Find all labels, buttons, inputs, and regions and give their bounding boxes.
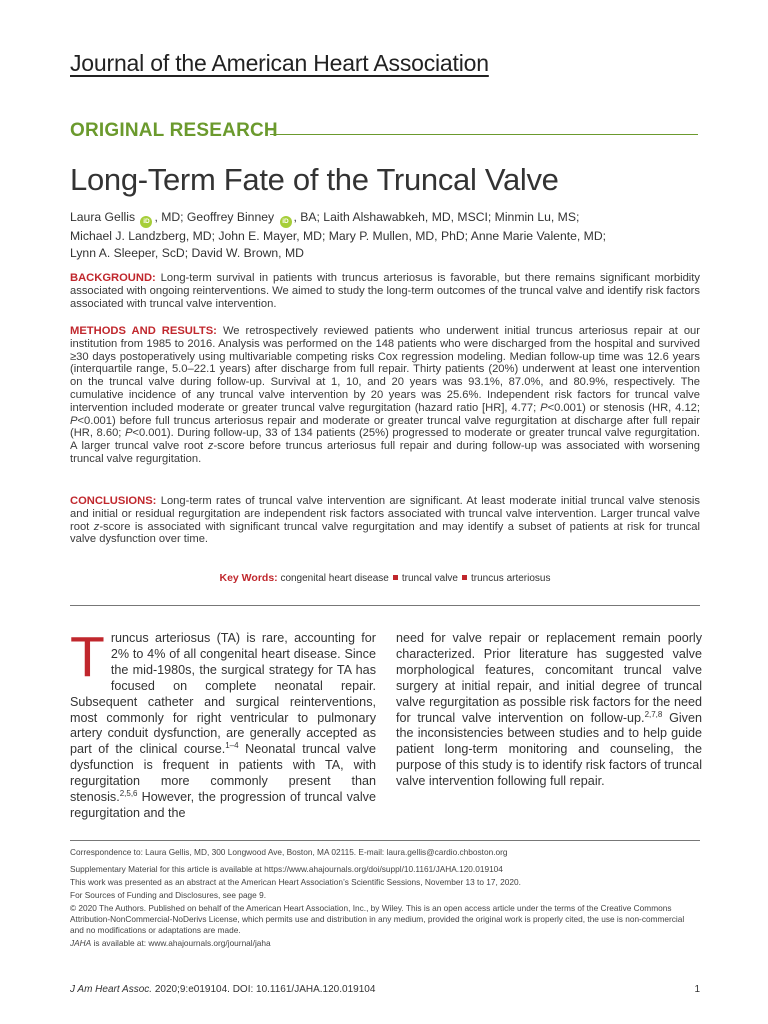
body-column-left [70, 625, 376, 822]
p-symbol: P [124, 427, 133, 440]
journal-title: Journal of the American Heart Association [70, 50, 489, 76]
p-symbol: P [540, 401, 548, 414]
abstract-conclusions [70, 495, 700, 546]
footnote-jaha [70, 938, 700, 949]
keyword[interactable]: truncal valve [401, 573, 458, 584]
body-text: runcus arteriosus (TA) is rare, accounting for 2% to 4% of all congenital heart disease. Since the mid-1980s, the surgical strategy for TA has focused on complete neonatal repair. Subsequent catheter and surgical reinterventions, most commonly for right ventricular to pulmonary artery conduit dysfunction, are generally accepted as part of the clinical course. [70, 631, 376, 757]
keywords-label: Key Words: [219, 572, 278, 584]
bullet-square-icon [393, 575, 398, 580]
footnote-copyright: © 2020 The Authors. Published on behalf of the American Heart Association, Inc., by Wiley. This is an open access article under the terms of the Creative Commons Attribution-NonCommercial-NoDerivs License, which permits use and distribution in any medium, provided the original work is properly cited, the use is non-commercial and no modifications or adaptations are made. [70, 903, 685, 935]
footnote-funding: For Sources of Funding and Disclosures, see page 9. [70, 890, 267, 900]
article-title: Long-Term Fate of the Truncal Valve [70, 162, 559, 197]
section-divider [270, 134, 698, 135]
bullet-square-icon [462, 575, 467, 580]
footnote-divider [70, 840, 700, 841]
drop-cap: T [70, 625, 105, 689]
author-name: , BA; Laith Alshawabkeh, MD, MSCI; Minmin Lu, MS; [293, 210, 580, 224]
keyword[interactable]: congenital heart disease [280, 573, 389, 584]
abstract-text: Long-term rates of truncal valve intervention are significant. At least moderate initial truncal valve stenosis and initial or residual regurgitation are independent risk factors associated with truncal valve intervention. Larger truncal valve root [70, 495, 701, 533]
abstract-methods-results [70, 325, 700, 466]
author-list [70, 209, 700, 261]
body-text: need for valve repair or replacement remain poorly characterized. Prior literature has suggested valve morphological features, concomitant truncal valve surgery at initial repair, and initial degree of truncal valve regurgitation as possible risk factors for the need for truncal valve intervention on follow-up. [396, 631, 702, 725]
keywords [70, 572, 700, 584]
abstract-text: -score before truncus arteriosus full repair and during follow-up was associated with worsening truncal valve regurgitation. [70, 440, 700, 465]
z-symbol: z [207, 440, 214, 453]
citation-text: 2020;9:e019104. DOI: 10.1161/JAHA.120.019104 [152, 984, 376, 995]
body-text: Neonatal truncal valve dysfunction is frequent in patients with TA, with regurgitation more commonly present than stenosis. [70, 742, 376, 805]
reference-link[interactable]: 2,5,6 [119, 788, 138, 798]
body-column-right [396, 631, 702, 790]
abstract-text: <0.001) or stenosis (HR, 4.12; [547, 401, 701, 414]
abstract-text: We retrospectively reviewed patients who underwent initial truncus arteriosus repair at our institution from 1985 to 2016. Analysis was performed on the 148 patients who were discharged from the hospital and survived ≥30 days postoperatively using multivariable competing risks Cox regression modeling. Median follow-up time was 12.6 years (interquartile range, 5.0–22.1 years) after discharge from full repair. Thirty patients (20%) underwent at least one intervention on the truncal valve during follow-up. Survival at 1, 10, and 20 years was 93.1%, 87.0%, and 80.9%, respectively. The cumulative incidence of any truncal valve intervention by 20 years was 25.6%. Independent risk factors for truncal valve intervention included moderate or greater truncal valve regurgitation (hazard ratio [HR], 4.77; [70, 325, 700, 414]
abstract-text: <0.001). During follow-up, 33 of 134 patients (25%) progressed to moderate or greater truncal valve regurgitation. A larger truncal valve root [70, 427, 700, 453]
body-divider [70, 605, 700, 606]
body-text: Given the inconsistencies between studies and to help guide patient long-term monitoring and counseling, the purpose of this study is to identify risk factors of truncal valve intervention following full repair. [396, 710, 702, 789]
orcid-icon[interactable]: iD [140, 216, 152, 228]
body-text: However, the progression of truncal valve regurgitation and the [70, 790, 376, 820]
section-label: ORIGINAL RESEARCH [70, 120, 278, 141]
author-name: , MD; Geoffrey Binney [154, 210, 275, 224]
reference-link[interactable]: 1–4 [225, 741, 239, 751]
author-line: Michael J. Landzberg, MD; John E. Mayer, MD; Mary P. Mullen, MD, PhD; Anne Marie Valente, MD; [70, 229, 607, 243]
abstract-text: -score is associated with significant truncal valve regurgitation and may identify a subset of patients at risk for truncal valve dysfunction over time. [70, 520, 700, 546]
abstract-label: CONCLUSIONS: [70, 495, 157, 507]
jaha-text: is available at: www.ahajournals.org/journal/jaha [91, 938, 271, 948]
footer-citation [70, 984, 375, 995]
reference-link[interactable]: 2,7,8 [644, 709, 663, 719]
page-number: 1 [694, 984, 700, 995]
author-name: Laura Gellis [70, 210, 136, 224]
footnote-presented: This work was presented as an abstract at the American Heart Association’s Scientific Sessions, November 13 to 17, 2020. [70, 877, 521, 887]
abstract-text: <0.001) before full truncus arteriosus repair and moderate or greater truncal valve regurgitation at discharge after full repair (HR, 8.60; [70, 414, 700, 440]
footnote-supplementary: Supplementary Material for this article is available at https://www.ahajournals.org/doi/suppl/10.1161/JAHA.120.019104 [70, 864, 503, 874]
z-symbol: z [93, 520, 100, 533]
abstract-text: Long-term survival in patients with truncus arteriosus is favorable, but there remains significant morbidity associated with ongoing reinterventions. We aimed to study the long-term outcomes of the truncal valve and identify risk factors associated with truncal valve intervention. [70, 272, 700, 310]
abstract-background [70, 272, 700, 310]
p-symbol: P [70, 414, 78, 427]
abstract-label: BACKGROUND: [70, 272, 156, 284]
author-line: Lynn A. Sleeper, ScD; David W. Brown, MD [70, 245, 304, 260]
footnote-correspondence: Correspondence to: Laura Gellis, MD, 300 Longwood Ave, Boston, MA 02115. E-mail: laura.gellis@cardio.chboston.org [70, 847, 508, 857]
jaha-label: JAHA [70, 938, 92, 948]
keyword[interactable]: truncus arteriosus [471, 573, 551, 584]
abstract-label: METHODS AND RESULTS: [70, 325, 217, 337]
journal-abbrev: J Am Heart Assoc. [70, 984, 153, 995]
orcid-icon[interactable]: iD [280, 216, 292, 228]
